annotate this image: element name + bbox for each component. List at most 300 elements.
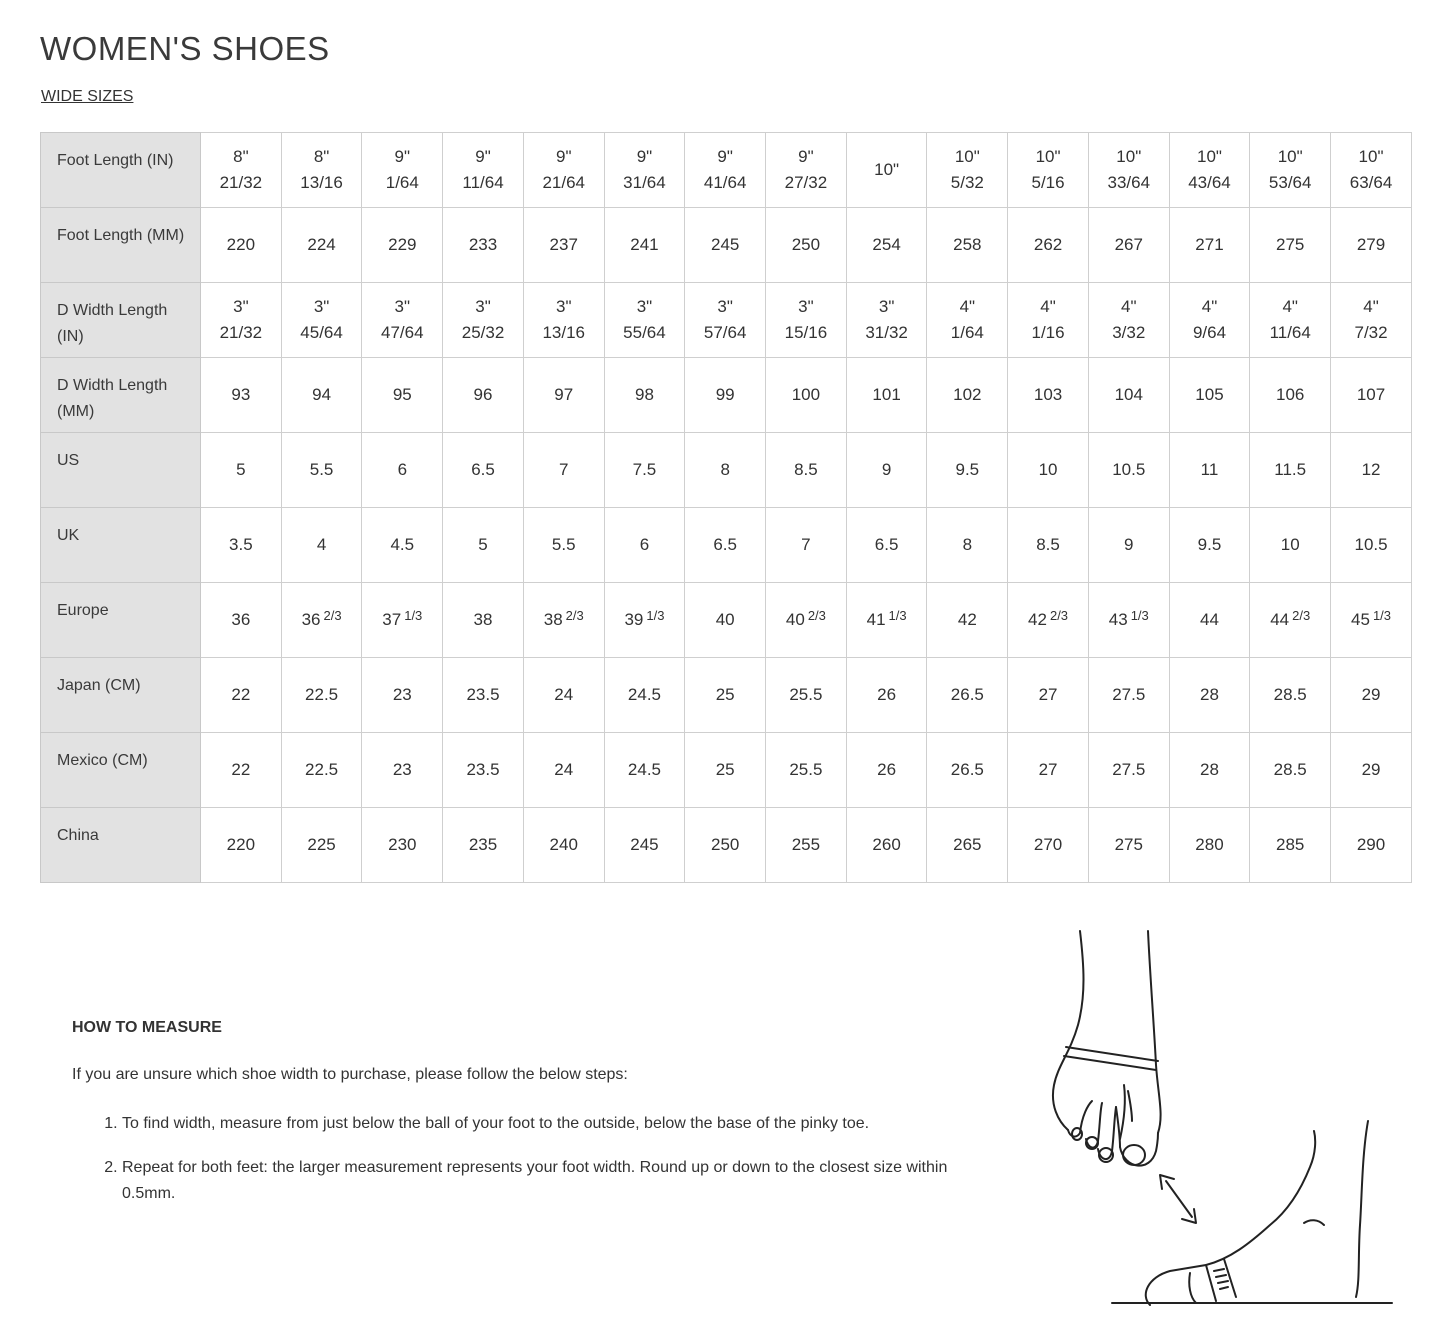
- cell-value: 10": [1197, 147, 1222, 166]
- size-cell: [362, 583, 443, 658]
- size-cell: [201, 733, 282, 808]
- cell-value: 5.5: [551, 535, 576, 554]
- cell-value: 4": [1040, 297, 1056, 316]
- size-cell: [1088, 508, 1169, 583]
- cell-value: 3": [394, 297, 411, 316]
- size-cell: [846, 583, 927, 658]
- cell-fraction: 1/64: [385, 173, 419, 192]
- size-cell: [281, 208, 362, 283]
- size-cell: [846, 283, 927, 358]
- size-cell: [362, 208, 443, 283]
- size-cell: [523, 358, 604, 433]
- cell-value: 4": [959, 297, 976, 316]
- cell-value: 9": [555, 147, 572, 166]
- size-cell: [604, 583, 685, 658]
- size-cell: [1250, 433, 1331, 508]
- cell-value: 262: [1033, 235, 1063, 254]
- size-cell: [1331, 358, 1412, 433]
- cell-fraction: 21/64: [542, 173, 585, 192]
- cell-value: 41: [866, 609, 886, 629]
- cell-value: 267: [1114, 235, 1143, 254]
- measure-step: 2. Repeat for both feet: the larger measurement represents your foot width. Round up or down to the closest size within 0.5mm.: [122, 1155, 952, 1207]
- size-cell: [846, 508, 927, 583]
- size-cell: [1331, 508, 1412, 583]
- size-cell: [281, 283, 362, 358]
- size-cell: [685, 808, 766, 883]
- size-cell: [443, 133, 524, 208]
- size-cell: [1008, 808, 1089, 883]
- size-cell: [766, 283, 847, 358]
- cell-fraction: 1/3: [404, 607, 423, 623]
- cell-value: 39: [624, 609, 644, 629]
- cell-value: 270: [1033, 835, 1063, 854]
- size-cell: [1088, 658, 1169, 733]
- size-cell: [281, 133, 362, 208]
- size-cell: [766, 808, 847, 883]
- size-cell: [1088, 733, 1169, 808]
- size-cell: [523, 808, 604, 883]
- size-cell: [362, 283, 443, 358]
- cell-value: 10": [954, 147, 980, 166]
- cell-value: 9": [717, 147, 733, 166]
- size-cell: [1088, 433, 1169, 508]
- measure-step: 1. To find width, measure from just below the ball of your foot to the outside, below the base of the pinky toe.: [122, 1111, 952, 1137]
- size-cell: [443, 583, 524, 658]
- size-cell: [604, 658, 685, 733]
- cell-value: 285: [1276, 835, 1305, 854]
- cell-value: 45: [1351, 609, 1370, 629]
- cell-value: 24: [554, 685, 574, 704]
- cell-value: 290: [1356, 835, 1386, 854]
- cell-value: 3.5: [229, 535, 253, 554]
- cell-value: 9": [394, 147, 411, 166]
- size-cell: [927, 658, 1008, 733]
- size-row: [41, 358, 1412, 433]
- cell-fraction: 41/64: [703, 173, 747, 192]
- size-cell: [927, 208, 1008, 283]
- size-cell: [201, 283, 282, 358]
- cell-value: 40: [715, 610, 735, 629]
- size-cell: [1169, 583, 1250, 658]
- cell-fraction: 21/32: [219, 323, 263, 342]
- cell-value: 40: [785, 609, 805, 629]
- cell-value: 3": [717, 297, 733, 316]
- cell-value: 5: [478, 535, 488, 554]
- cell-fraction: 9/64: [1192, 323, 1227, 342]
- cell-value: 10.5: [1112, 460, 1146, 479]
- cell-value: 100: [791, 385, 821, 404]
- cell-fraction: 2/3: [1292, 607, 1311, 623]
- cell-value: 280: [1195, 835, 1224, 854]
- size-cell: [443, 508, 524, 583]
- size-row: [41, 208, 1412, 283]
- cell-value: 9: [881, 460, 892, 479]
- size-cell: [523, 433, 604, 508]
- cell-value: 42: [1028, 609, 1047, 629]
- size-cell: [1250, 208, 1331, 283]
- size-chart-body: [41, 133, 1412, 883]
- cell-value: 4": [1363, 297, 1379, 316]
- cell-value: 22: [231, 685, 251, 704]
- cell-fraction: 5/32: [950, 173, 984, 192]
- cell-fraction: 2/3: [565, 607, 584, 623]
- cell-value: 25.5: [789, 760, 823, 779]
- cell-value: 255: [791, 835, 821, 854]
- row-label: D Width Length (IN): [41, 283, 201, 358]
- size-cell: [766, 583, 847, 658]
- size-cell: [362, 358, 443, 433]
- size-cell: [1008, 133, 1089, 208]
- size-cell: [766, 208, 847, 283]
- size-cell: [604, 508, 685, 583]
- size-cell: [604, 433, 685, 508]
- size-cell: [1088, 808, 1169, 883]
- cell-fraction: 13/16: [542, 323, 585, 342]
- row-label: D Width Length (MM): [41, 358, 201, 433]
- size-cell: [846, 658, 927, 733]
- cell-value: 10": [1277, 147, 1303, 166]
- size-row: [41, 658, 1412, 733]
- size-cell: [685, 208, 766, 283]
- cell-value: 6.5: [713, 535, 737, 554]
- cell-value: 6.5: [471, 460, 495, 479]
- size-cell: [281, 433, 362, 508]
- cell-value: 24.5: [627, 760, 661, 779]
- cell-fraction: 11/64: [1269, 323, 1311, 342]
- size-cell: [443, 808, 524, 883]
- cell-value: 23.5: [466, 685, 500, 704]
- size-cell: [523, 733, 604, 808]
- size-cell: [362, 658, 443, 733]
- cell-value: 3": [233, 297, 249, 316]
- cell-value: 27: [1038, 685, 1058, 704]
- size-cell: [1169, 283, 1250, 358]
- how-to-measure-heading: HOW TO MEASURE: [72, 1019, 222, 1036]
- size-cell: [927, 283, 1008, 358]
- cell-fraction: 1/3: [1372, 607, 1392, 623]
- size-cell: [766, 358, 847, 433]
- cell-value: 23: [392, 685, 412, 704]
- cell-fraction: 31/32: [865, 323, 908, 342]
- size-cell: [362, 133, 443, 208]
- foot-measurement-icon: [1040, 925, 1400, 1315]
- size-cell: [201, 208, 282, 283]
- row-label: US: [41, 433, 201, 508]
- size-cell: [685, 358, 766, 433]
- cell-fraction: 7/32: [1354, 323, 1388, 342]
- cell-value: 43: [1108, 609, 1128, 629]
- cell-value: 8.5: [794, 460, 818, 479]
- cell-fraction: 1/3: [1130, 607, 1149, 623]
- size-cell: [766, 508, 847, 583]
- size-chart-table: [40, 132, 1412, 883]
- wide-sizes-link[interactable]: WIDE SIZES: [41, 88, 134, 105]
- cell-value: 98: [634, 385, 654, 404]
- size-cell: [1331, 433, 1412, 508]
- cell-value: 96: [473, 385, 493, 404]
- cell-value: 36: [231, 610, 251, 629]
- size-cell: [685, 133, 766, 208]
- row-label: Mexico (CM): [41, 733, 201, 808]
- size-cell: [927, 433, 1008, 508]
- size-cell: [1331, 658, 1412, 733]
- size-cell: [362, 808, 443, 883]
- cell-value: 101: [872, 385, 901, 404]
- size-row: [41, 133, 1412, 208]
- cell-fraction: 2/3: [323, 607, 342, 623]
- cell-value: 279: [1356, 235, 1386, 254]
- cell-value: 26.5: [950, 685, 984, 704]
- size-cell: [281, 508, 362, 583]
- cell-value: 26: [877, 760, 897, 779]
- size-cell: [604, 208, 685, 283]
- size-cell: [1088, 133, 1169, 208]
- cell-value: 97: [554, 385, 574, 404]
- cell-value: 24: [554, 760, 574, 779]
- cell-value: 94: [312, 385, 332, 404]
- size-cell: [1169, 358, 1250, 433]
- cell-value: 26.5: [950, 760, 984, 779]
- cell-value: 9: [1124, 535, 1134, 554]
- cell-value: 3": [313, 297, 330, 316]
- size-cell: [1169, 508, 1250, 583]
- size-cell: [281, 808, 362, 883]
- cell-value: 38: [543, 609, 563, 629]
- size-cell: [201, 583, 282, 658]
- cell-value: 3": [798, 297, 814, 316]
- size-cell: [523, 508, 604, 583]
- cell-value: 6: [639, 535, 650, 554]
- size-cell: [1331, 283, 1412, 358]
- size-cell: [1250, 508, 1331, 583]
- cell-value: 9": [636, 147, 653, 166]
- cell-value: 10: [1038, 460, 1058, 479]
- cell-value: 103: [1033, 385, 1063, 404]
- row-label: Japan (CM): [41, 658, 201, 733]
- cell-value: 95: [392, 385, 412, 404]
- row-label: UK: [41, 508, 201, 583]
- cell-value: 240: [549, 835, 578, 854]
- cell-fraction: 1/3: [646, 607, 665, 623]
- size-cell: [1331, 733, 1412, 808]
- size-cell: [1169, 658, 1250, 733]
- size-row: [41, 433, 1412, 508]
- size-cell: [1008, 508, 1089, 583]
- cell-value: 22.5: [305, 685, 339, 704]
- cell-fraction: 43/64: [1188, 173, 1231, 192]
- size-cell: [604, 133, 685, 208]
- size-cell: [927, 358, 1008, 433]
- size-row: [41, 808, 1412, 883]
- how-to-measure-intro: If you are unsure which shoe width to purchase, please follow the below steps:: [72, 1066, 628, 1083]
- cell-value: 10": [874, 160, 900, 179]
- cell-value: 23.5: [466, 760, 500, 779]
- size-cell: [1250, 283, 1331, 358]
- cell-value: 28.5: [1273, 760, 1307, 779]
- cell-fraction: 55/64: [623, 323, 666, 342]
- cell-value: 106: [1276, 385, 1305, 404]
- cell-value: 220: [226, 235, 256, 254]
- cell-fraction: 63/64: [1349, 173, 1393, 192]
- size-cell: [766, 658, 847, 733]
- cell-value: 5.5: [309, 460, 334, 479]
- cell-value: 9": [475, 147, 491, 166]
- size-cell: [201, 358, 282, 433]
- cell-fraction: 2/3: [807, 607, 826, 623]
- size-cell: [1250, 358, 1331, 433]
- size-cell: [362, 433, 443, 508]
- cell-value: 7: [801, 535, 811, 554]
- size-cell: [846, 133, 927, 208]
- cell-value: 105: [1195, 385, 1224, 404]
- cell-fraction: 11/64: [462, 173, 504, 192]
- size-cell: [685, 658, 766, 733]
- row-label: Foot Length (IN): [41, 133, 201, 208]
- cell-fraction: 27/32: [784, 173, 828, 192]
- size-cell: [846, 358, 927, 433]
- size-cell: [443, 733, 524, 808]
- size-cell: [281, 658, 362, 733]
- cell-value: 3": [878, 297, 895, 316]
- size-cell: [927, 733, 1008, 808]
- size-cell: [201, 433, 282, 508]
- cell-value: 8": [313, 147, 330, 166]
- cell-value: 27.5: [1112, 685, 1146, 704]
- cell-value: 44: [1270, 609, 1290, 629]
- cell-value: 8: [720, 460, 730, 479]
- cell-value: 275: [1114, 835, 1143, 854]
- cell-value: 104: [1114, 385, 1143, 404]
- cell-value: 44: [1200, 610, 1219, 629]
- cell-value: 230: [388, 835, 417, 854]
- cell-fraction: 25/32: [461, 323, 505, 342]
- cell-value: 5: [236, 460, 246, 479]
- size-cell: [201, 658, 282, 733]
- cell-fraction: 3/32: [1112, 323, 1146, 342]
- cell-value: 25: [715, 760, 735, 779]
- size-cell: [523, 208, 604, 283]
- cell-value: 102: [953, 385, 982, 404]
- size-cell: [604, 733, 685, 808]
- cell-value: 7.5: [632, 460, 657, 479]
- cell-value: 28.5: [1273, 685, 1307, 704]
- cell-value: 224: [307, 235, 336, 254]
- cell-value: 241: [630, 235, 659, 254]
- size-cell: [523, 133, 604, 208]
- size-cell: [1008, 433, 1089, 508]
- size-cell: [1250, 808, 1331, 883]
- cell-value: 8.5: [1036, 535, 1060, 554]
- cell-value: 11: [1200, 460, 1219, 479]
- cell-fraction: 21/32: [219, 173, 263, 192]
- size-cell: [685, 508, 766, 583]
- cell-value: 4": [1282, 297, 1298, 316]
- size-cell: [685, 733, 766, 808]
- size-cell: [766, 133, 847, 208]
- cell-value: 225: [307, 835, 336, 854]
- size-cell: [1008, 283, 1089, 358]
- size-cell: [281, 358, 362, 433]
- cell-fraction: 53/64: [1268, 173, 1312, 192]
- size-cell: [1250, 583, 1331, 658]
- size-cell: [846, 208, 927, 283]
- size-cell: [927, 583, 1008, 658]
- cell-value: 4.5: [390, 535, 415, 554]
- cell-value: 10": [1116, 147, 1142, 166]
- size-cell: [1088, 583, 1169, 658]
- cell-value: 6.5: [874, 535, 899, 554]
- row-label: Europe: [41, 583, 201, 658]
- cell-value: 10.5: [1354, 535, 1388, 554]
- cell-value: 9": [798, 147, 814, 166]
- cell-value: 11.5: [1274, 460, 1307, 479]
- cell-value: 93: [231, 385, 251, 404]
- cell-value: 29: [1361, 760, 1381, 779]
- cell-value: 250: [791, 235, 821, 254]
- size-row: [41, 283, 1412, 358]
- cell-value: 271: [1195, 235, 1224, 254]
- cell-value: 220: [226, 835, 256, 854]
- size-cell: [1169, 133, 1250, 208]
- size-cell: [927, 508, 1008, 583]
- size-cell: [1169, 733, 1250, 808]
- size-cell: [523, 583, 604, 658]
- size-cell: [1331, 808, 1412, 883]
- page-title: WOMEN'S SHOES: [40, 30, 330, 67]
- cell-value: 8": [233, 147, 249, 166]
- row-label: Foot Length (MM): [41, 208, 201, 283]
- cell-value: 4": [1121, 297, 1137, 316]
- size-cell: [604, 283, 685, 358]
- size-cell: [281, 583, 362, 658]
- size-cell: [604, 808, 685, 883]
- cell-value: 24.5: [627, 685, 661, 704]
- size-cell: [846, 733, 927, 808]
- cell-fraction: 1/3: [888, 607, 907, 623]
- size-row: [41, 508, 1412, 583]
- cell-fraction: 47/64: [381, 323, 424, 342]
- cell-value: 275: [1276, 235, 1305, 254]
- cell-fraction: 1/64: [950, 323, 984, 342]
- cell-fraction: 15/16: [784, 323, 828, 342]
- size-cell: [1088, 283, 1169, 358]
- cell-value: 12: [1361, 460, 1381, 479]
- size-cell: [685, 433, 766, 508]
- cell-fraction: 2/3: [1049, 607, 1069, 623]
- size-cell: [1331, 133, 1412, 208]
- cell-value: 107: [1356, 385, 1386, 404]
- cell-value: 250: [710, 835, 740, 854]
- size-cell: [443, 358, 524, 433]
- cell-value: 38: [473, 610, 493, 629]
- cell-value: 27.5: [1112, 760, 1146, 779]
- size-cell: [443, 658, 524, 733]
- cell-value: 37: [382, 609, 402, 629]
- cell-value: 3": [475, 297, 491, 316]
- size-cell: [927, 133, 1008, 208]
- cell-value: 3": [555, 297, 572, 316]
- size-cell: [604, 358, 685, 433]
- size-cell: [846, 433, 927, 508]
- cell-fraction: 33/64: [1107, 173, 1151, 192]
- cell-value: 22.5: [305, 760, 339, 779]
- cell-fraction: 1/16: [1031, 323, 1065, 342]
- size-cell: [685, 583, 766, 658]
- cell-value: 36: [301, 609, 321, 629]
- cell-value: 25: [715, 685, 735, 704]
- row-label: China: [41, 808, 201, 883]
- size-cell: [685, 283, 766, 358]
